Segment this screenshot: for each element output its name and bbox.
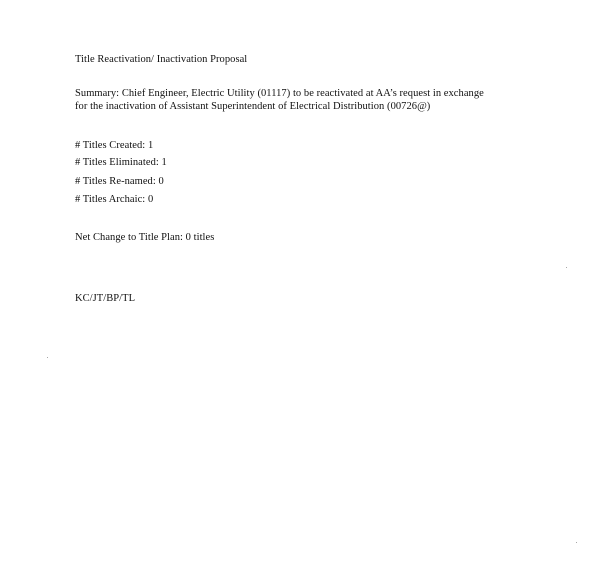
document-title: Title Reactivation/ Inactivation Proposal [75,54,248,65]
titles-archaic: # Titles Archaic: 0 [75,194,154,205]
summary-line-1: Summary: Chief Engineer, Electric Utility (01117) to be reactivated at AA’s request in exchange [75,88,484,99]
titles-eliminated: # Titles Eliminated: 1 [75,157,167,168]
author-initials: KC/JT/BP/TL [75,293,136,304]
scan-speck [566,267,567,268]
net-change: Net Change to Title Plan: 0 titles [75,232,215,243]
titles-created: # Titles Created: 1 [75,140,154,151]
scan-speck [576,542,577,543]
summary-line-2: for the inactivation of Assistant Superintendent of Electrical Distribution (00726@) [75,101,431,112]
titles-renamed: # Titles Re-named: 0 [75,176,164,187]
scan-speck [47,357,48,358]
